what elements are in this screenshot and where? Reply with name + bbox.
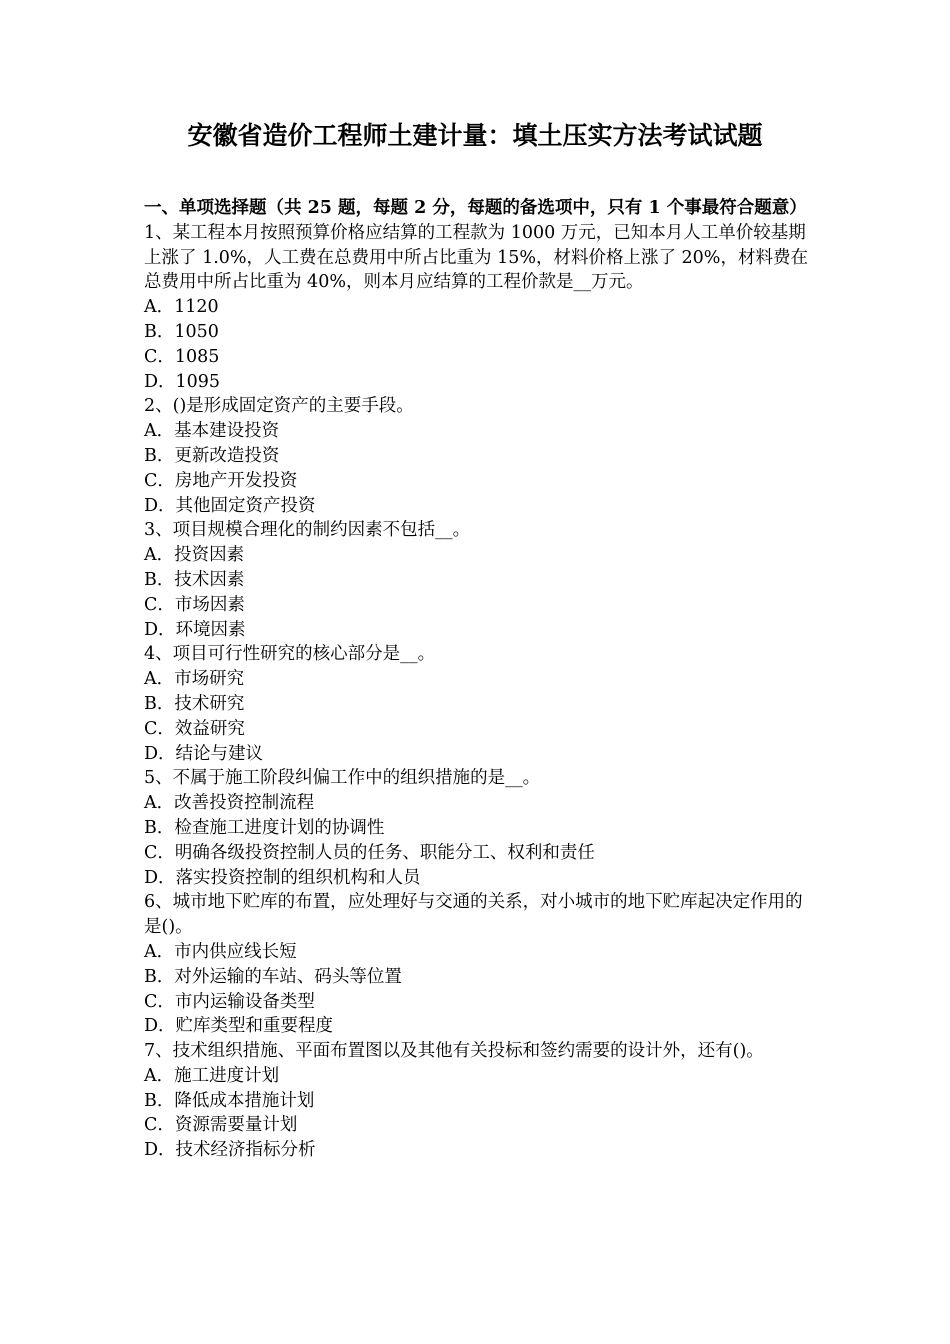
document-title: 安徽省造价工程师土建计量：填土压实方法考试试题 bbox=[187, 121, 763, 150]
answer-option: C．1085 bbox=[144, 346, 220, 367]
answer-option: C．市场因素 bbox=[144, 594, 245, 615]
answer-option: B．检查施工进度计划的协调性 bbox=[144, 817, 385, 838]
answer-option: A．投资因素 bbox=[144, 545, 245, 566]
question-stem: 4、项目可行性研究的核心部分是__。 bbox=[144, 644, 436, 665]
section-heading: 一、单项选择题（共 25 题，每题 2 分，每题的备选项中，只有 1 个事最符合题意） bbox=[144, 198, 807, 218]
answer-option: A．施工进度计划 bbox=[144, 1065, 280, 1086]
answer-option: C．市内运输设备类型 bbox=[144, 991, 315, 1012]
question-block bbox=[144, 890, 810, 1039]
answer-option: B．技术因素 bbox=[144, 569, 245, 590]
question-stem: 2、()是形成固定资产的主要手段。 bbox=[144, 396, 414, 417]
answer-option: B．技术研究 bbox=[144, 693, 245, 714]
answer-option: D．环境因素 bbox=[144, 619, 246, 640]
answer-option: D．技术经济指标分析 bbox=[144, 1140, 316, 1161]
question-block bbox=[144, 394, 810, 518]
question-stem: 3、项目规模合理化的制约因素不包括__。 bbox=[144, 520, 471, 541]
answer-option: C．房地产开发投资 bbox=[144, 470, 298, 491]
answer-option: B．更新改造投资 bbox=[144, 445, 280, 466]
answer-option: D．落实投资控制的组织机构和人员 bbox=[144, 867, 421, 888]
answer-option: A．市场研究 bbox=[144, 669, 245, 690]
answer-option: D．1095 bbox=[144, 371, 221, 392]
answer-option: A．1120 bbox=[144, 297, 219, 318]
question-stem: 6、城市地下贮库的布置，应处理好与交通的关系，对小城市的地下贮库起决定作用的是()。 bbox=[144, 892, 803, 938]
question-block bbox=[144, 1039, 810, 1163]
question-list bbox=[144, 221, 810, 1163]
answer-option: A．市内供应线长短 bbox=[144, 941, 297, 962]
answer-option: C．资源需要量计划 bbox=[144, 1115, 298, 1136]
answer-option: C．明确各级投资控制人员的任务、职能分工、权利和责任 bbox=[144, 842, 595, 863]
question-block bbox=[144, 766, 810, 890]
question-block bbox=[144, 518, 810, 642]
answer-option: D．其他固定资产投资 bbox=[144, 495, 316, 516]
answer-option: D．贮库类型和重要程度 bbox=[144, 1016, 334, 1037]
document-body bbox=[144, 196, 810, 1163]
answer-option: A．基本建设投资 bbox=[144, 421, 280, 442]
answer-option: B．降低成本措施计划 bbox=[144, 1090, 315, 1111]
answer-option: C．效益研究 bbox=[144, 718, 245, 739]
question-block bbox=[144, 221, 810, 395]
answer-option: D．结论与建议 bbox=[144, 743, 264, 764]
question-block bbox=[144, 642, 810, 766]
question-stem: 7、技术组织措施、平面布置图以及其他有关投标和签约需要的设计外，还有()。 bbox=[144, 1041, 764, 1062]
question-stem: 1、某工程本月按照预算价格应结算的工程款为 1000 万元，已知本月人工单价较基期上涨了 1.0%，人工费在总费用中所占比重为 15%，材料价格上涨了 20%，材料费在总费用中所占比重为 40%，则本月应结算的工程价款是__万元。 bbox=[144, 222, 808, 293]
question-stem: 5、不属于施工阶段纠偏工作中的组织措施的是__。 bbox=[144, 768, 541, 789]
answer-option: A．改善投资控制流程 bbox=[144, 793, 315, 814]
answer-option: B．对外运输的车站、码头等位置 bbox=[144, 966, 402, 987]
answer-option: B．1050 bbox=[144, 321, 219, 342]
